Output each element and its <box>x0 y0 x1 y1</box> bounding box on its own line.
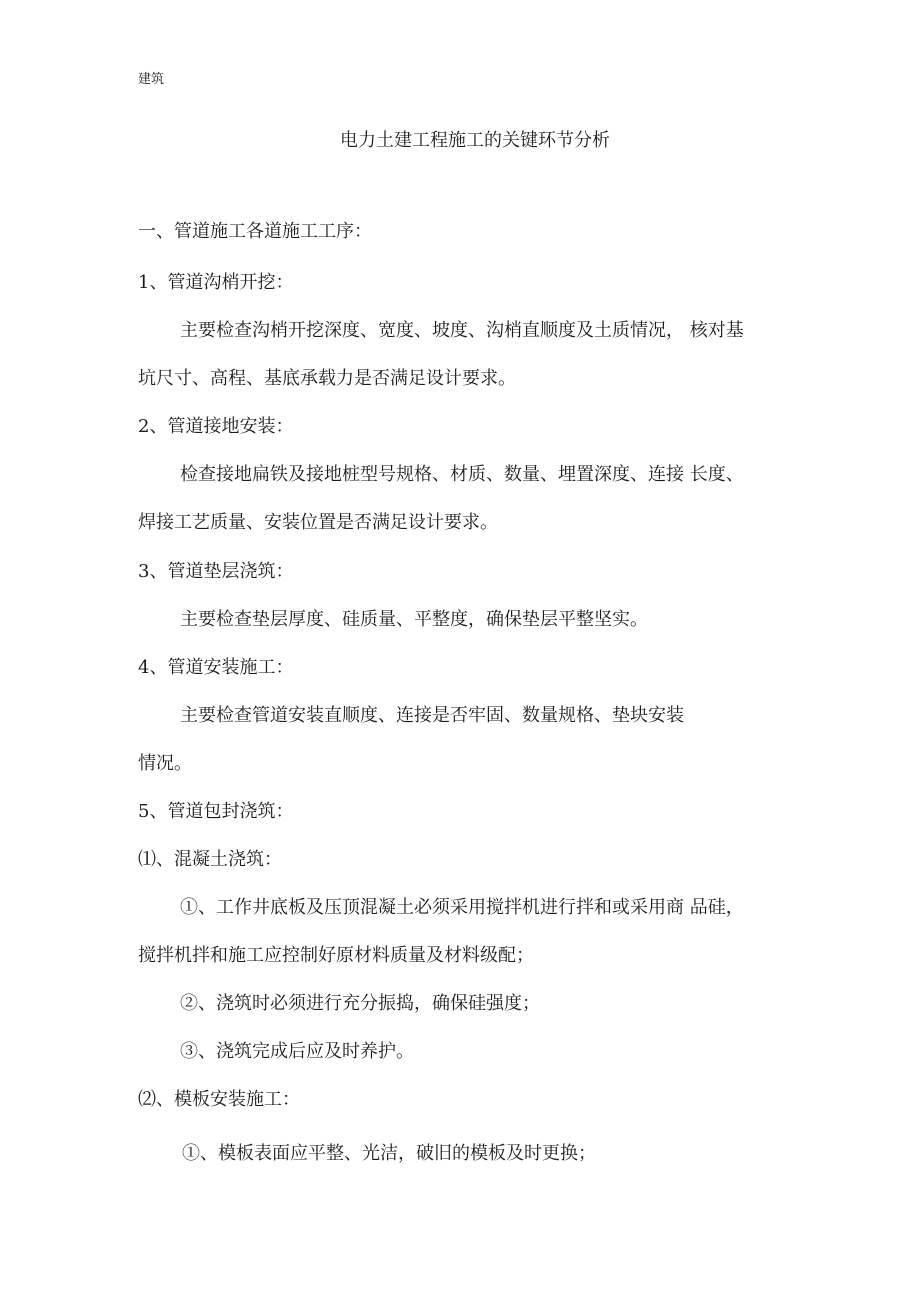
item-heading: 4、管道安装施工： <box>138 657 294 678</box>
subitem-heading: ⑴、混凝土浇筑： <box>138 849 282 870</box>
paragraph-line: ①、模板表面应平整、光洁，破旧的模板及时更换； <box>182 1143 596 1164</box>
paragraph-line: ③、浇筑完成后应及时养护。 <box>180 1041 414 1062</box>
paragraph-line: 主要检查管道安装直顺度、连接是否牢固、数量规格、垫块安装 <box>180 705 684 726</box>
document-title: 电力土建工程施工的关键环节分析 <box>340 130 610 151</box>
paragraph-line: 情况。 <box>138 753 192 774</box>
paragraph-line: ①、工作井底板及压顶混凝土必须采用搅拌机进行拌和或采用商 品硅， <box>180 897 744 918</box>
paragraph-line: 主要检查垫层厚度、硅质量、平整度，确保垫层平整坚实。 <box>180 609 648 630</box>
subitem-heading: ⑵、模板安装施工： <box>138 1089 300 1110</box>
paragraph-line: 坑尺寸、高程、基底承载力是否满足设计要求。 <box>138 368 516 389</box>
paragraph-line: 检查接地扁铁及接地桩型号规格、材质、数量、埋置深度、连接 长度、 <box>180 464 744 485</box>
item-heading: 3、管道垫层浇筑： <box>138 561 294 582</box>
paragraph-line: 搅拌机拌和施工应控制好原材料质量及材料级配； <box>138 945 534 966</box>
item-heading: 2、管道接地安装： <box>138 416 294 437</box>
paragraph-line: ②、浇筑时必须进行充分振捣，确保硅强度； <box>180 993 540 1014</box>
item-heading: 1、管道沟梢开挖： <box>138 272 294 293</box>
item-heading: 5、管道包封浇筑： <box>138 801 294 822</box>
paragraph-line: 焊接工艺质量、安装位置是否满足设计要求。 <box>138 512 498 533</box>
section-heading: 一、管道施工各道施工工序： <box>138 221 372 242</box>
header-label: 建筑 <box>138 72 165 87</box>
paragraph-line: 主要检查沟梢开挖深度、宽度、坡度、沟梢直顺度及土质情况， 核对基 <box>180 320 744 341</box>
